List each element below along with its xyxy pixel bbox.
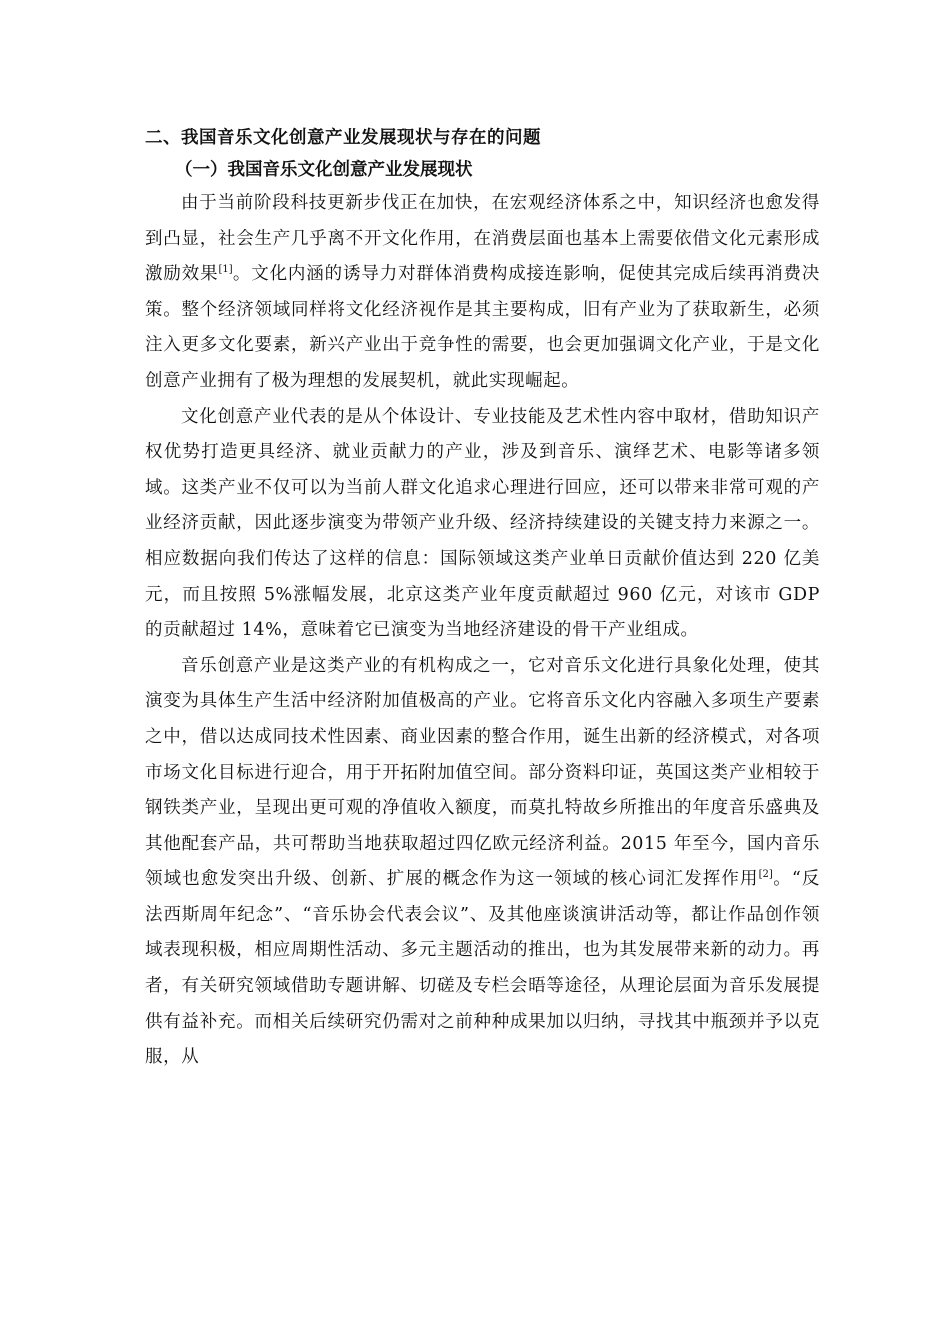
paragraph-2-text: 文化创意产业代表的是从个体设计、专业技能及艺术性内容中取材，借助知识产权优势打造更具经济、就业贡献力的产业，涉及到音乐、演绎艺术、电影等诸多领域。这类产业不仅可以为当前人群文化追求心理进行回应，还可以带来非常可观的产业经济贡献，因此逐步演变为带领产业升级、经济持续建设的关键支持力来源之一。相应数据向我们传达了这样的信息：国际领域这类产业单日贡献价值达到 220 亿美元，而且按照 5%涨幅发展，北京这类产业年度贡献超过 960 亿元，对该市 GDP 的贡献超过 14%，意味着它已演变为当地经济建设的骨干产业组成。 [145, 406, 820, 641]
section-heading: 二、我国音乐文化创意产业发展现状与存在的问题 [145, 128, 541, 148]
paragraph-1-text-a: 由于当前阶段科技更新步伐正在加快，在宏观经济体系之中，知识经济也愈发得到凸显，社会生产几乎离不开文化作用，在消费层面也基本上需要依借文化元素形成激励效果 [145, 193, 820, 285]
citation-ref-2: [2] [758, 869, 773, 881]
paragraph-2 [145, 400, 820, 649]
paragraph-1-text-b: 。文化内涵的诱导力对群体消费构成接连影响，促使其完成后续再消费决策。整个经济领域同样将文化经济视作是其主要构成，旧有产业为了获取新生，必须注入更多文化要素，新兴产业出于竞争性的需要，也会更加强调文化产业，于是文化创意产业拥有了极为理想的发展契机，就此实现崛起。 [145, 264, 821, 391]
paragraph-3-text-b: 。“反法西斯周年纪念”、“音乐协会代表会议”、及其他座谈演讲活动等，都让作品创作领域表现积极，相应周期性活动、多元主题活动的推出，也为其发展带来新的动力。再者，有关研究领域借助专题讲解、切磋及专栏会晤等途径，从理论层面为音乐发展提供有益补充。而相关后续研究仍需对之前种种成果加以归纳，寻找其中瓶颈并予以克服，从 [145, 869, 820, 1068]
citation-ref-1: [1] [218, 264, 233, 276]
document-body [145, 122, 820, 1076]
paragraph-3-text-a: 音乐创意产业是这类产业的有机构成之一，它对音乐文化进行具象化处理，使其演变为具体生产生活中经济附加值极高的产业。它将音乐文化内容融入多项生产要素之中，借以达成同技术性因素、商业因素的整合作用，诞生出新的经济模式，对各项市场文化目标进行迎合，用于开拓附加值空间。部分资料印证，英国这类产业相较于钢铁类产业，呈现出更可观的净值收入额度，而莫扎特故乡所推出的年度音乐盛典及其他配套产品，共可帮助当地获取超过四亿欧元经济利益。2015 年至今，国内音乐领域也愈发突出升级、创新、扩展的概念作为这一领域的核心词汇发挥作用 [145, 655, 820, 890]
subsection-heading: （一）我国音乐文化创意产业发展现状 [175, 160, 473, 180]
paragraph-1 [145, 186, 820, 400]
paragraph-3 [145, 649, 820, 1076]
